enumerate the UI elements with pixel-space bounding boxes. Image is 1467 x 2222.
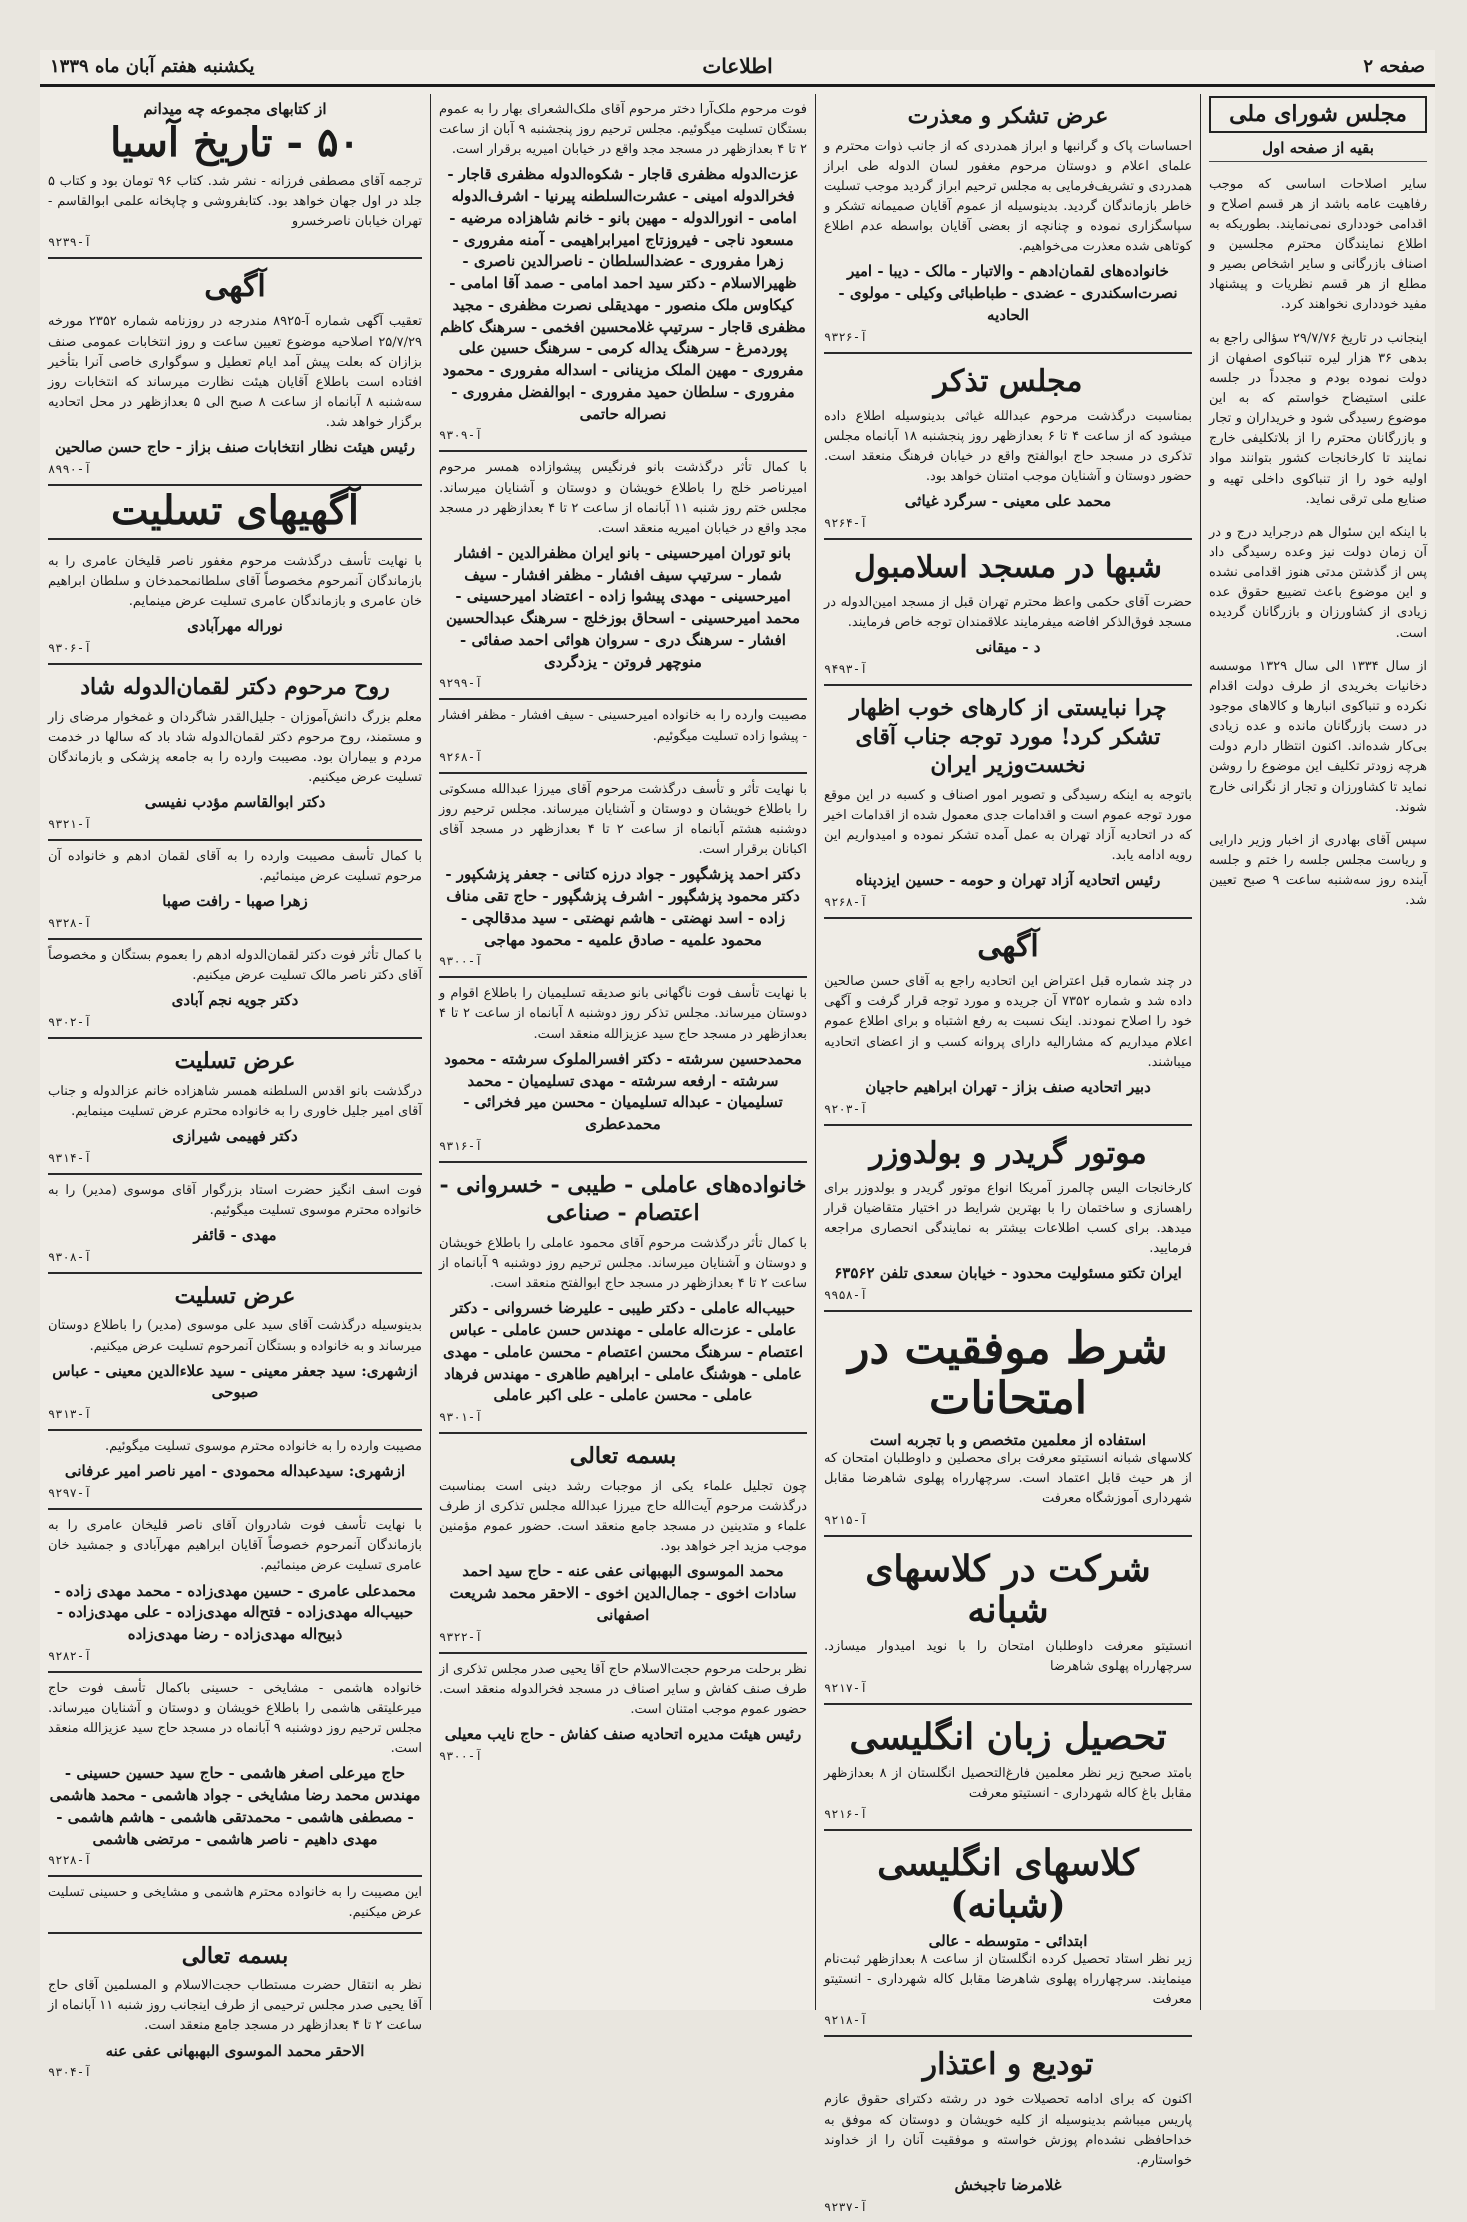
condolence [48, 1934, 422, 2088]
column-notices [815, 94, 1200, 2214]
condolence-body: نظر به انتقال حضرت مستطاب حجت‌الاسلام و المسلمین آقای حاج آقا یحیی صدر مجلس ترحیمی از طرف اینجانب روز شنبه ۱۱ آبانماه از ساعت ۲ تا ۴ بعدازظهر در مسجد جامع منعقد است. [48, 1978, 422, 2034]
divider [1209, 161, 1427, 162]
mosque-signature: د - میقانی [975, 638, 1041, 657]
obituary-body: مصیبت وارده را به خانواده امیرحسینی - سیف افشار - مظفر افشار - پیشوا زاده تسلیت میگوئیم. [439, 708, 807, 744]
union-notice [824, 919, 1192, 1125]
paper-name: اطلاعات [702, 54, 773, 78]
parliament-paragraph: از سال ۱۳۳۴ الی سال ۱۳۲۹ موسسه دخانیات بخریدی از طرف دولت اقدام نکرده و تنباکوی انبارها و کالاهای موجود در دست بازرگانان مانده و عده زیادی بی‌کار شده‌اند. اکنون انتظار دارم دولت هرچه زودتر تکلیف این موضوع را روشن نماید تا کشاورزان و تجار از نگرانی خارج شوند. [1209, 658, 1427, 815]
book-body: ترجمه آقای مصطفی فرزانه - نشر شد. کتاب ۹۶ تومان بود و کتاب ۵ جلد در اول جهان خواهد بود. کتابفروشی و چاپخانه علمی ابوالقاسم - تهران خیابان ناصرخسرو [48, 174, 422, 230]
farewell-title: تودیع و اعتذار [922, 2047, 1094, 2083]
memorial-title: مجلس تذکر [933, 363, 1083, 399]
ad-code: آ-۹۲۶۴ [824, 516, 868, 530]
thanks-title: عرض تشکر و معذرت [907, 103, 1109, 129]
condolence-body: با نهایت تأسف درگذشت مرحوم مغفور ناصر قلیخان عامری را به بازماندگان آنمرحوم مخصوصاً آقای سلطانمحمدخان و سلطان ابراهیم خان عامری و بازماندگان عامری تسلیت عرض مینمایم. [48, 554, 422, 610]
ad-code: آ-۹۲۹۹ [439, 676, 483, 691]
obituary [439, 700, 807, 773]
mosque-body: حضرت آقای حکمی واعظ محترم تهران قبل از مسجد امین‌الدوله در مسجد فوق‌الذکر افاضه میفرمایند علاقمندان توجه خاص فرمایند. [824, 595, 1192, 631]
obituary-body: با کمال تأثر درگذشت بانو فرنگیس پیشوازاده همسر مرحوم امیرناصر خلج را باطلاع خویشان و دوستان و آشنایان میرساند. مجلس ختم روز شنبه ۱۱ آبانماه از ساعت ۲ تا ۴ بعدازظهر در مسجد مجد واقع در خیابان امیریه منعقد است. [439, 460, 807, 536]
condolence-signature: مهدی - قائفر [193, 1226, 277, 1245]
column-parliament [1200, 94, 1435, 2010]
union-notice-body: در چند شماره قبل اعتراض این اتحادیه راجع به آقای حسن صالحین داده شد و شماره ۷۳۵۲ آن جریده و مورد توجه قرار گرفت و آگهی خود را اصلاح نمودند. اینک نسبت به رفع اشتباه و برای اطلاع عموم اعلام میداریم که مشارالیه دارای پروانه کسب و از اعضای اتحادیه میباشند. [824, 974, 1193, 1070]
obituary-body: فوت مرحوم ملک‌آرا دختر مرحوم آقای ملک‌الشعرای بهار را به عموم بستگان تسلیت میگوئیم. مجلس ترحیم روز پنجشنبه ۹ آبان از ساعت ۲ تا ۴ بعدازظهر در مسجد مجد واقع در خیابان امیریه برقرار است. [439, 102, 807, 158]
parliament-subtitle: بقیه از صفحه اول [1262, 138, 1374, 157]
english-night-body: زیر نظر استاد تحصیل کرده انگلستان از ساعت ۸ بعدازظهر ثبت‌نام مینمایند. سرچهارراه پهلوی شاهرضا مقابل کاله شهرداری - انستیتو معرفت [824, 1952, 1192, 2008]
ad-code: آ-۹۴۹۳ [824, 662, 868, 677]
condolence [48, 940, 422, 1039]
ad-code: آ-۹۲۱۶ [824, 1807, 868, 1822]
book-title: ۵۰ - تاریخ آسیا [110, 119, 360, 166]
obituary [439, 978, 807, 1162]
election-signature: رئیس هیئت نظار انتخابات صنف بزاز - حاج حسن صالحین [54, 438, 416, 457]
condolence-signature: دکتر فهیمی شیرازی [172, 1127, 298, 1146]
memorial-notice [824, 354, 1192, 540]
english-night-title: کلاسهای انگلیسی (شبانه) [877, 1842, 1139, 1926]
ad-code: آ-۹۳۰۱ [439, 1410, 483, 1425]
column-obituaries [430, 94, 815, 2010]
thanks-notice [824, 94, 1192, 354]
condolence-body: بدینوسیله درگذشت آقای سید علی موسوی (مدیر) را باطلاع دوستان میرساند و به خانواده و بستگان آنمرحوم تسلیت عرض میکنیم. [48, 1318, 422, 1354]
mosque-notice [824, 540, 1192, 686]
parliament-paragraph: با اینکه این سئوال هم درجراید درج و در آن زمان دولت نیز وعده رسیدگی داد پس از گذشتن مدتی هنوز اقدامی نشده و این موضوع باعث تضییع حقوق عده زیادی از کشاورزان و بازرگانان گردیده است. [1209, 524, 1427, 641]
night-class-body: انستیتو معرفت داوطلبان امتحان را با نوید امیدوار میسازد. سرچهارراه پهلوی شاهرضا [824, 1639, 1192, 1675]
ad-code: آ-۹۲۶۸ [439, 749, 483, 764]
appreciation-title: چرا نبایستی از کارهای خوب اظهار تشکر کرد! مورد توجه جناب آقای نخست‌وزیر ایران [849, 695, 1167, 779]
appreciation-notice [824, 686, 1192, 919]
motor-ad-body: کارخانجات الیس چالمرز آمریکا انواع موتور گریدر و بولدوزر برای راهسازی و ساختمان را با بهترین شرایط در اختیار متقاضیان قرار میدهد. برای کسب اطلاعات بیشتر به نمایندگی انحصاری مراجعه فرمایید. [824, 1180, 1192, 1256]
condolence [48, 1274, 422, 1431]
condolence-body: با نهایت تأسف فوت شادروان آقای ناصر قلیخان عامری را به بازماندگان آنمرحوم خصوصاً آقایان ابراهیم مهرآبادی و جمشید خان عامری تسلیت عرض مینمائیم. [48, 1518, 422, 1574]
obituary [439, 1434, 807, 1653]
english-night-ad [824, 1831, 1192, 2037]
union-notice-title: آگهی [977, 929, 1039, 965]
farewell-notice [824, 2037, 1192, 2221]
obituary-signature: محمد الموسوی البهبهانی عفی عنه - حاج سید احمد سادات اخوی - جمال‌الدین اخوی - الاحقر محمد شریعت اصفهانی [449, 1562, 797, 1624]
english-ad-title: تحصیل زبان انگلیسی [849, 1715, 1167, 1758]
thanks-signature: خانواده‌های لقمان‌ادهم - والاتبار - مالک - دیبا - امیر نصرت‌اسکندری - عضدی - طباطبائی وکیلی - مولوی - الحادیه [838, 262, 1178, 324]
ad-code: آ-۹۳۰۲ [48, 1015, 92, 1030]
condolence-title: روح مرحوم دکتر لقمان‌الدوله شاد [80, 674, 390, 701]
condolence-signature: دکتر ابوالقاسم مؤدب نفیسی [144, 793, 326, 812]
election-notice [48, 259, 422, 486]
ad-code: آ-۹۲۸۲ [48, 1648, 92, 1663]
ad-code: آ-۹۲۰۳ [824, 1101, 868, 1116]
union-notice-signature: دبیر اتحادیه صنف بزاز - تهران ابراهیم حاجیان [865, 1077, 1151, 1096]
obituary [439, 94, 807, 452]
condolence-body: خانواده هاشمی - مشایخی - حسینی باکمال تأسف فوت حاج میرعلیتقی هاشمی را باطلاع خویشان و دوستان و آشنایان میرساند. مجلس ترحیم روز دوشنبه ۹ آبانماه در مسجد حاج سید عزیزالله منعقد است. [48, 1680, 422, 1757]
newspaper-page [40, 50, 1435, 2214]
night-class-title: شرکت در کلاسهای شبانه [865, 1547, 1151, 1631]
obituary-signature: عزت‌الدوله مظفری قاجار - شکوه‌الدوله مظفری قاجار - فخرالدوله امینی - عشرت‌السلطنه پیرنیا - اشرف‌الدوله امامی - انورالدوله - مهین بانو - خانم شاهزاده مرضیه - مسعود ناجی - فیروزتاج امیرابراهیمی - آمنه مفروری - زهرا مفروری - عضدالسلطان - ناصرالدین ناصری - ظهیرالاسلام - دکتر سید احمد امامی - صمد آقا امامی - کیکاوس ملک منصور - مهدیقلی نصرت مظفری - مجید مظفری قاجار - سرتیپ غلامحسین افخمی - سرهنگ کاظم پوردمرغ - سرهنگ یداله کرمی - سرهنگ حسین علی مفروری - مهین الملک مزینانی - اسداله مفروری - محمود مفروری - سلطان حمید مفروری - ابوالفضل مفروری - نصراله حاتمی [440, 165, 806, 423]
condolence-signature: محمدعلی عامری - حسین مهدی‌زاده - محمد مهدی زاده - حبیب‌اله مهدی‌زاده - فتح‌اله مهدی‌زاده - علی مهدی‌زاده - ذبیح‌اله مهدی‌زاده - رضا مهدی‌زاده [54, 1581, 416, 1643]
exam-ad-body: کلاسهای شبانه انستیتو معرفت برای محصلین و داوطلبان امتحان که از هر حیث قابل اعتماد است. سرچهارراه پهلوی شاهرضا مقابل شهرداری آموزشگاه معرفت [824, 1451, 1192, 1507]
condolence-body: فوت اسف انگیز حضرت استاد بزرگوار آقای موسوی (مدیر) را به خانواده محترم موسوی تسلیت میگوئیم. [48, 1182, 422, 1218]
obituary [439, 1163, 807, 1434]
ad-code: آ-۹۳۰۹ [439, 428, 483, 443]
ad-code: آ-۹۳۰۴ [48, 2065, 92, 2080]
appreciation-body: باتوجه به اینکه رسیدگی و تصویر امور اصناف و کسبه در این موقع مورد توجه عموم است و اقدامات جدی معمول شده از اقدامات اخیر که در اتحادیه آزاد تهران به عمل آمده تشکر نموده و امیدواریم این رویه ادامه یابد. [824, 787, 1192, 864]
obituary-signature: رئیس هیئت مدیره اتحادیه صنف کفاش - حاج نایب معیلی [444, 1724, 802, 1743]
ad-code: آ-۹۳۰۸ [48, 1249, 92, 1264]
issue-date: یکشنبه هفتم آبان ماه ۱۳۳۹ [50, 56, 255, 77]
condolence-section-title: آگهیهای تسلیت [48, 488, 422, 540]
condolence [48, 841, 422, 940]
mosque-title: شبها در مسجد اسلامبول [853, 550, 1163, 585]
condolence-body: مصیبت وارده را به خانواده محترم موسوی تسلیت میگوئیم. [105, 1439, 422, 1455]
election-title: آگهی [204, 269, 266, 305]
ad-code: آ-۹۳۰۰ [439, 954, 483, 969]
condolence [48, 1510, 422, 1673]
obituary-body: با نهایت تأثر و تأسف درگذشت مرحوم آقای میرزا عبدالله مسکوتی را باطلاع خویشان و دوستان و آشنایان میرساند. مجلس ترحیم روز دوشنبه هشتم آبانماه از ساعت ۲ تا ۴ بعدازظهر در مسجد آقای اکبانان برقرار است. [439, 781, 808, 858]
farewell-body: اکنون که برای ادامه تحصیلات خود در رشته دکترای حقوق عازم پاریس میباشم بدینوسیله از کلیه خویشان و دوستان که موفق به خداحافظی نشده‌ام پوزش خواسته و موفقیت آنان را از خداوند خواستارم. [824, 2092, 1192, 2168]
ad-code: آ-۹۹۵۸ [824, 1287, 868, 1302]
condolence-body: با کمال تأسف مصیبت وارده را به آقای لقمان ادهم و خانواده آن مرحوم تسلیت عرض مینمائیم. [48, 849, 422, 885]
ad-code: آ-۹۲۱۸ [824, 2013, 868, 2028]
ad-code: آ-۹۲۹۷ [48, 1486, 92, 1501]
english-night-sub: ابتدائی - متوسطه - عالی [928, 1932, 1088, 1951]
thanks-body: احساسات پاک و گرانبها و ابراز همدردی که از جانب ذوات محترم و علمای اعلام و دوستان مرحوم مغفور لسان الدوله طی ابراز همدردی و تشریف‌فرمایی به مجلس ترحیم ابراز گردید موجب تسلیت خاطر بازماندگان گردید. بدینوسیله از عموم آقایان صمیمانه تشکر و سپاسگزاری نموده و چنانچه از بعضی آقایان بواسطه عدم اطلاع کوتاهی شده معذرت می‌خواهیم. [824, 138, 1192, 255]
ad-code: آ-۹۲۶۸ [824, 895, 868, 910]
obituary-body: با نهایت تأسف فوت ناگهانی بانو صدیقه تسلیمیان را باطلاع اقوام و دوستان میرساند. مجلس تذکر روز دوشنبه ۸ آبانماه از ساعت ۲ تا ۴ بعدازظهر در مسجد حاج سید عزیزالله منعقد است. [439, 986, 807, 1042]
condolence-body: معلم بزرگ دانش‌آموزان - جلیل‌القدر شاگردان و غمخوار مرضای زار و مستمند، روح مرحوم دکتر لقمان‌الدوله شاد باد که سالها در خدمت مردم و بیماران بود. مصیبت وارده را به جامعه پزشکی و بازماندگان تسلیت عرض میکنیم. [48, 709, 422, 786]
condolence-signature: ازشهری: سید جعفر معینی - سید علاءالدین معینی - عباس صبوحی [52, 1361, 418, 1402]
appreciation-signature: رئیس اتحادیه آزاد تهران و حومه - حسین ایزدپناه [855, 871, 1161, 890]
condolence-title: بسمه تعالی [181, 1942, 289, 1969]
condolence-signature: زهرا صهبا - رافت صهبا [162, 892, 308, 911]
ad-code: آ-۹۳۱۴ [48, 1150, 92, 1165]
condolence-title: عرض تسلیت [174, 1048, 296, 1075]
ad-code: آ-۹۲۳۹ [48, 235, 92, 250]
memorial-body: بمناسبت درگذشت مرحوم عبدالله غیاثی بدینوسیله اطلاع داده میشود که از ساعت ۴ تا ۶ بعدازظهر روز پنجشنبه ۱۸ آبانماه مجلس تذکری در مسجد حاج ابوالفتح واقع در خیابان فرهنگ منعقد است. حضور دوستان و آشنایان موجب امتنان خواهد بود. [824, 408, 1193, 485]
ad-code: آ-۹۲۱۷ [824, 1680, 868, 1695]
ad-code: آ-۹۳۲۱ [48, 817, 92, 832]
motor-ad-signature: ایران تکتو مسئولیت محدود - خیابان سعدی تلفن ۶۳۵۶۲ [834, 1264, 1182, 1283]
obituary-signature: محمدحسین سرشته - دکتر افسرالملوک سرشته - محمود سرشته - ارفعه سرشته - مهدی تسلیمیان - محمد تسلیمیان - عبداله تسلیمیان - محسن میر فخرائی - محمدعطری [444, 1049, 802, 1133]
condolence [48, 665, 422, 841]
election-body: تعقیب آگهی شماره آ-۸۹۲۵ مندرجه در روزنامه شماره ۲۳۵۲ مورخه ۲۵/۷/۲۹ اصلاحیه موضوع تعیین ساعت و روز انتخابات عمومی صنف بزازان که بعلت پیش آمد ایام تعطیل و سوگواری خاصی آنرا بتأخیر افتاده است باطلاع آقایان هیئت نظارت میرساند که انتخابات روز سه‌شنبه ۸ آبانماه از ساعت ۸ صبح الی ۵ بعدازظهر در محل اتحادیه برگزار خواهد شد. [48, 314, 422, 431]
family-header: خانواده‌های عاملی - طیبی - خسروانی - اعتصام - صناعی [439, 1171, 807, 1227]
condolence [48, 1673, 422, 1878]
masthead [40, 50, 1435, 87]
page-number: صفحه ۲ [1363, 56, 1425, 77]
obituary-signature: دکتر احمد پزشگپور - جواد درزه کتانی - جعفر پزشکپور - دکتر محمود پزشگپور - اشرف پزشگپور - حاج تقی مناف زاده - اسد نهضتی - هاشم نهضتی - سید مدقالچی - محمود علمیه - صادق علمیه - محمود مهاجی [445, 865, 801, 949]
parliament-paragraph: اینجانب در تاریخ ۲۹/۷/۷۶ سؤالی راجع به بدهی ۳۶ هزار لیره تنباکوی اصفهان از دولت نموده بودم و مجدداً در جلسه علنی استیضاح خواستم که به این موضوع رسیدگی شود و خریداران و تجار و بازرگانان محترم را از بلاتکلیفی خارج نمایند تا کارخانجات کشور بتوانند مواد اولیه خود را از تنباکوی داخلی تهیه و صنایع ملی ترقی نماید. [1209, 330, 1427, 507]
condolence-signature: ازشهری: سیدعبداله محمودی - امیر ناصر امیر عرفانی [64, 1462, 406, 1481]
ad-code: آ-۹۳۰۰ [439, 1748, 483, 1763]
exam-ad-sub: استفاده از معلمین متخصص و با تجربه است [869, 1431, 1147, 1450]
ad-code: آ-۹۲۱۵ [824, 1512, 868, 1527]
parliament-paragraph: سپس آقای بهادری از اخبار وزیر دارایی و ریاست مجلس جلسه را ختم و جلسه آینده روز سه‌شنبه ساعت ۹ صبح تعیین شد. [1209, 832, 1427, 909]
farewell-signature: غلامرضا تاجبخش [954, 2176, 1062, 2194]
ad-code: آ-۹۳۱۶ [439, 1138, 483, 1153]
obituary-signature: حبیب‌اله عاملی - دکتر طیبی - علیرضا خسروانی - دکتر عاملی - عزت‌اله عاملی - مهندس حسن عاملی - عباس اعتصام - سرهنگ محسن اعتصام - محسن عاملی - مهدی عاملی - هوشنگ عاملی - ابراهیم طاهری - مهندس فرهاد عاملی - محسن عاملی - علی اکبر عاملی [442, 1299, 804, 1405]
motor-ad [824, 1126, 1192, 1312]
book-kicker: از کتابهای مجموعه چه میدانم [143, 100, 327, 118]
ad-code: آ-۹۲۲۸ [48, 1853, 92, 1868]
condolence-body: درگذشت بانو اقدس السلطنه همسر شاهزاده خانم عزالدوله و جناب آقای امیر جلیل خاوری را به خانواده محترم عرض تسلیت مینمایم. [48, 1083, 422, 1119]
ad-code: آ-۸۹۹۰ [48, 462, 92, 477]
obituary [439, 452, 807, 700]
condolence-signature: الاحقر محمد الموسوی البهبهانی عفی عنه [105, 2041, 365, 2060]
obituary [439, 1654, 807, 1771]
column-condolences [40, 94, 430, 2080]
condolence [48, 1431, 422, 1510]
ad-code: آ-۹۲۳۷ [824, 2199, 868, 2214]
condolence-signature: حاج میرعلی اصغر هاشمی - حاج سید حسین حسینی - مهندس محمد رضا مشایخی - جواد هاشمی - محمد هاشمی - مصطفی هاشمی - محمدتقی هاشمی - هاشم هاشمی - مهدی داهیم - ناصر هاشمی - مرتضی هاشمی [49, 1764, 421, 1848]
exam-ad [824, 1312, 1192, 1537]
english-ad [824, 1705, 1192, 1832]
obituary-signature: بانو توران امیرحسینی - بانو ایران مظفرالدین - افشار شمار - سرتیپ سیف افشار - مظفر افشار - سیف امیرحسینی - مهدی پیشوا زاده - اعتضاد امیرحسینی - محمد امیرحسینی - اسحاق بوزخلج - سرهنگ عبدالحسین افشار - سرهنگ دری - سروان هوائی احمد صفائی - منوچهر فروتن - یزدگردی [445, 543, 800, 671]
condolence [48, 1175, 422, 1274]
parliament-title: مجلس شورای ملی [1209, 96, 1427, 133]
obituary [439, 774, 807, 979]
condolence [48, 1039, 422, 1175]
condolence-title: عرض تسلیت [174, 1282, 296, 1309]
condolence [48, 1877, 422, 1933]
condolence-signature: دکتر جویه نجم آبادی [171, 991, 299, 1010]
ad-code: آ-۹۳۲۲ [439, 1629, 483, 1644]
ad-code: آ-۹۳۱۳ [48, 1407, 92, 1422]
parliament-paragraph: سایر اصلاحات اساسی که موجب رفاهیت عامه باشد از هر قسم اصلاح و اقدامی خودداری نمی‌نمایند. بطوریکه به اطلاع نمایندگان محترم مجلسین و اصناف بازرگانی و سایر اشخاص بصیر و مطلع از هر قسم نظریات و پیشنهاد مفید خودداری نخواهند کرد. [1209, 176, 1427, 313]
obituary-body: با کمال تأثر درگذشت مرحوم آقای محمود عاملی را باطلاع خویشان و دوستان و آشنایان میرساند. مجلس ترحیم روز دوشنبه ۹ آبانماه از ساعت ۲ تا ۴ بعدازظهر در مسجد حاج ابوالفتح منعقد است. [439, 1235, 807, 1292]
condolence-body: با کمال تأثر فوت دکتر لقمان‌الدوله ادهم را بعموم بستگان و مخصوصاً آقای دکتر ناصر مالک تسلیت عرض میکنیم. [48, 948, 422, 984]
exam-ad-title: شرط موفقیت در امتحانات [848, 1322, 1168, 1425]
obituary-body: نظر برحلت مرحوم حجت‌الاسلام حاج آقا یحیی صدر مجلس تذکری از طرف صنف کفاش و سایر اصناف در مسجد فخرالدوله منعقد است. حضور عموم موجب امتنان است. [439, 1661, 807, 1717]
memorial-signature: محمد علی معینی - سرگرد غیاثی [904, 492, 1112, 511]
besm-title: بسمه تعالی [569, 1443, 677, 1470]
obituary-body: چون تجلیل علماء یکی از موجبات رشد دینی است بمناسبت درگذشت مرحوم آیت‌الله حاج میرزا عبدالله مجلس تذکری از طرف علماء و متدینین در مسجد جامع منعقد است. حضور عموم مؤمنین موجب مزید اجر خواهد بود. [439, 1478, 807, 1555]
english-ad-body: بامتد صحیح زیر نظر معلمین فارغ‌التحصیل انگلستان از ۸ بعدازظهر مقابل باغ کاله شهرداری - انستیتو معرفت [824, 1765, 1192, 1802]
book-ad [48, 94, 422, 259]
condolence-body: این مصیبت را به خانواده محترم هاشمی و مشایخی و حسینی تسلیت عرض میکنیم. [48, 1885, 422, 1921]
condolence [48, 546, 422, 665]
ad-code: آ-۹۳۲۶ [824, 329, 868, 344]
ad-code: آ-۹۳۰۶ [48, 641, 92, 656]
motor-ad-title: موتور گریدر و بولدوزر [869, 1135, 1147, 1171]
ad-code: آ-۹۳۲۸ [48, 916, 92, 931]
condolence-signature: نوراله مهرآبادی [187, 617, 283, 636]
night-class-ad [824, 1537, 1192, 1705]
